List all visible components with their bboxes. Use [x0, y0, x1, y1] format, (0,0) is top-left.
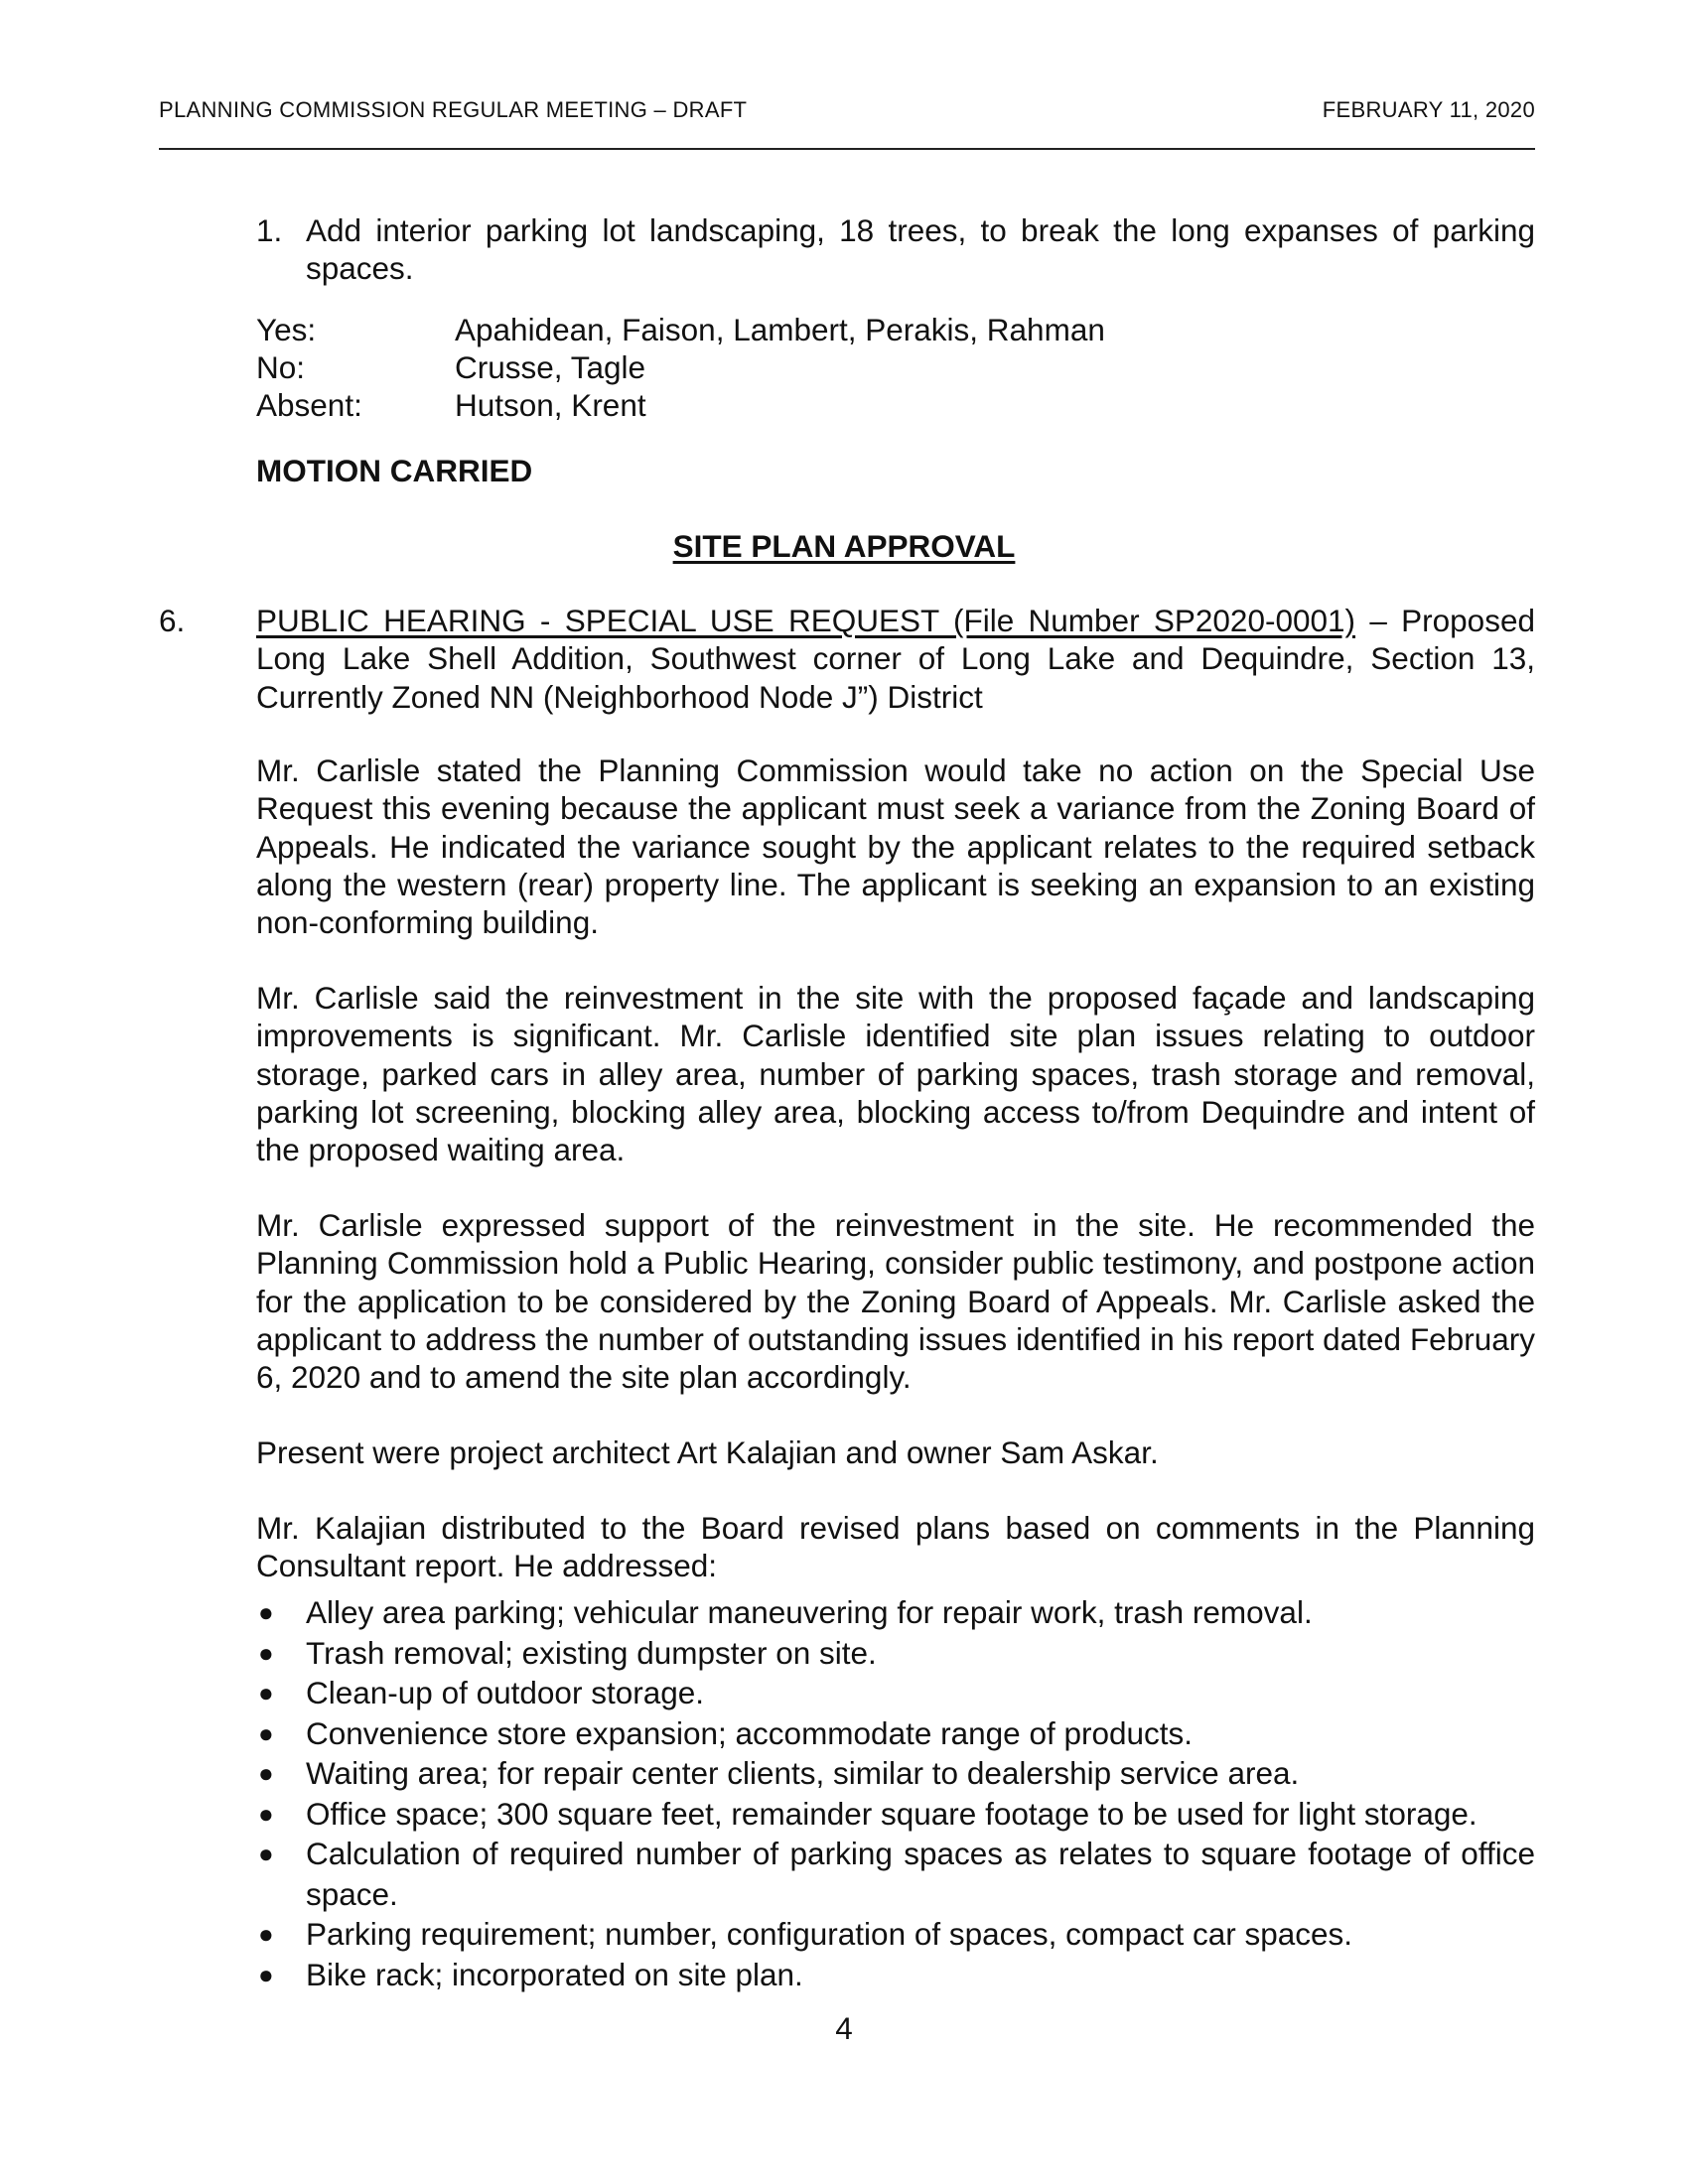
paragraph-2: Mr. Carlisle said the reinvestment in the site with the proposed façade and landscaping improvements is significant. Mr. Carlisle identified site plan issues relating to outdoor storage, parked cars in alley area, number of parking spaces, trash storage and removal, parking lot screening, blocking alley area, blocking access to/from Dequindre and intent of the proposed waiting area.	[256, 980, 1535, 1168]
bullet-icon: ●	[258, 1919, 274, 1949]
bullet-icon: ●	[258, 1637, 274, 1668]
list-item: ● Calculation of required number of parking spaces as relates to square footage of office space.	[258, 1836, 1535, 1912]
bullet-icon: ●	[258, 1678, 274, 1707]
item-6-heading-rest: – Proposed Long Lake Shell Addition, Southwest corner of Long Lake and Dequindre, Section 13, Currently Zoned NN (Neighborhood Node J”) District	[256, 603, 1535, 715]
bullet-icon: ●	[258, 1959, 274, 1989]
vote-yes-label: Yes:	[256, 312, 317, 347]
list-item: ● Clean-up of outdoor storage.	[256, 1673, 1535, 1713]
vote-yes-names: Apahidean, Faison, Lambert, Perakis, Rahman	[455, 312, 1105, 347]
item-6-heading-underlined: PUBLIC HEARING - SPECIAL USE REQUEST (File Number SP2020-0001)	[256, 603, 1356, 638]
header-meeting-title: PLANNING COMMISSION REGULAR MEETING – DRAFT	[159, 97, 748, 122]
list-item: ● Office space; 300 square feet, remainder square footage to be used for light storage.	[256, 1794, 1535, 1835]
header-date: FEBRUARY 11, 2020	[1322, 97, 1535, 122]
motion-result: MOTION CARRIED	[256, 453, 533, 488]
section-title	[0, 527, 1688, 565]
addressed-items-list	[256, 1592, 1535, 1994]
paragraph-1: Mr. Carlisle stated the Planning Commission would take no action on the Special Use Request this evening because the applicant must seek a variance from the Zoning Board of Appeals. He indicated the variance sought by the applicant relates to the required setback along the western (rear) property line. The applicant is seeking an expansion to an existing non-conforming building.	[256, 752, 1535, 941]
list-item: ● Parking requirement; number, configuration of spaces, compact car spaces.	[256, 1914, 1535, 1955]
paragraph-5: Mr. Kalajian distributed to the Board revised plans based on comments in the Planning Consultant report. He addressed:	[256, 1510, 1535, 1584]
header-divider	[159, 148, 1535, 150]
section-title-text: SITE PLAN APPROVAL	[672, 528, 1016, 564]
bullet-icon: ●	[258, 1597, 274, 1627]
list-item: ● Alley area parking; vehicular maneuvering for repair work, trash removal.	[256, 1592, 1535, 1633]
bullet-icon: ●	[258, 1839, 274, 1868]
vote-no-label: No:	[256, 349, 306, 385]
item-1-number: 1.	[256, 212, 283, 248]
page-number: 4	[835, 2010, 853, 2046]
vote-absent-label: Absent:	[256, 387, 362, 423]
list-item: ● Waiting area; for repair center clients, similar to dealership service area.	[256, 1753, 1535, 1794]
vote-absent-names: Hutson, Krent	[455, 387, 646, 423]
item-6-number: 6.	[159, 603, 186, 638]
bullet-icon: ●	[258, 1758, 274, 1788]
vote-no-names: Crusse, Tagle	[455, 349, 646, 385]
list-item: ● Bike rack; incorporated on site plan.	[256, 1955, 1535, 1995]
bullet-icon: ●	[258, 1717, 274, 1748]
bullet-icon: ●	[258, 1798, 274, 1829]
paragraph-3: Mr. Carlisle expressed support of the reinvestment in the site. He recommended the Planning Commission hold a Public Hearing, consider public testimony, and postpone action for the application to be considered by the Zoning Board of Appeals. Mr. Carlisle asked the applicant to address the number of outstanding issues identified in his report dated February 6, 2020 and to amend the site plan accordingly.	[256, 1207, 1535, 1396]
list-item: ● Trash removal; existing dumpster on site.	[256, 1633, 1535, 1674]
paragraph-4: Present were project architect Art Kalajian and owner Sam Askar.	[256, 1434, 1159, 1470]
item-1-text: Add interior parking lot landscaping, 18 trees, to break the long expanses of parking spaces.	[306, 212, 1535, 287]
item-6-heading	[256, 602, 1535, 716]
list-item: ● Convenience store expansion; accommodate range of products.	[256, 1713, 1535, 1754]
